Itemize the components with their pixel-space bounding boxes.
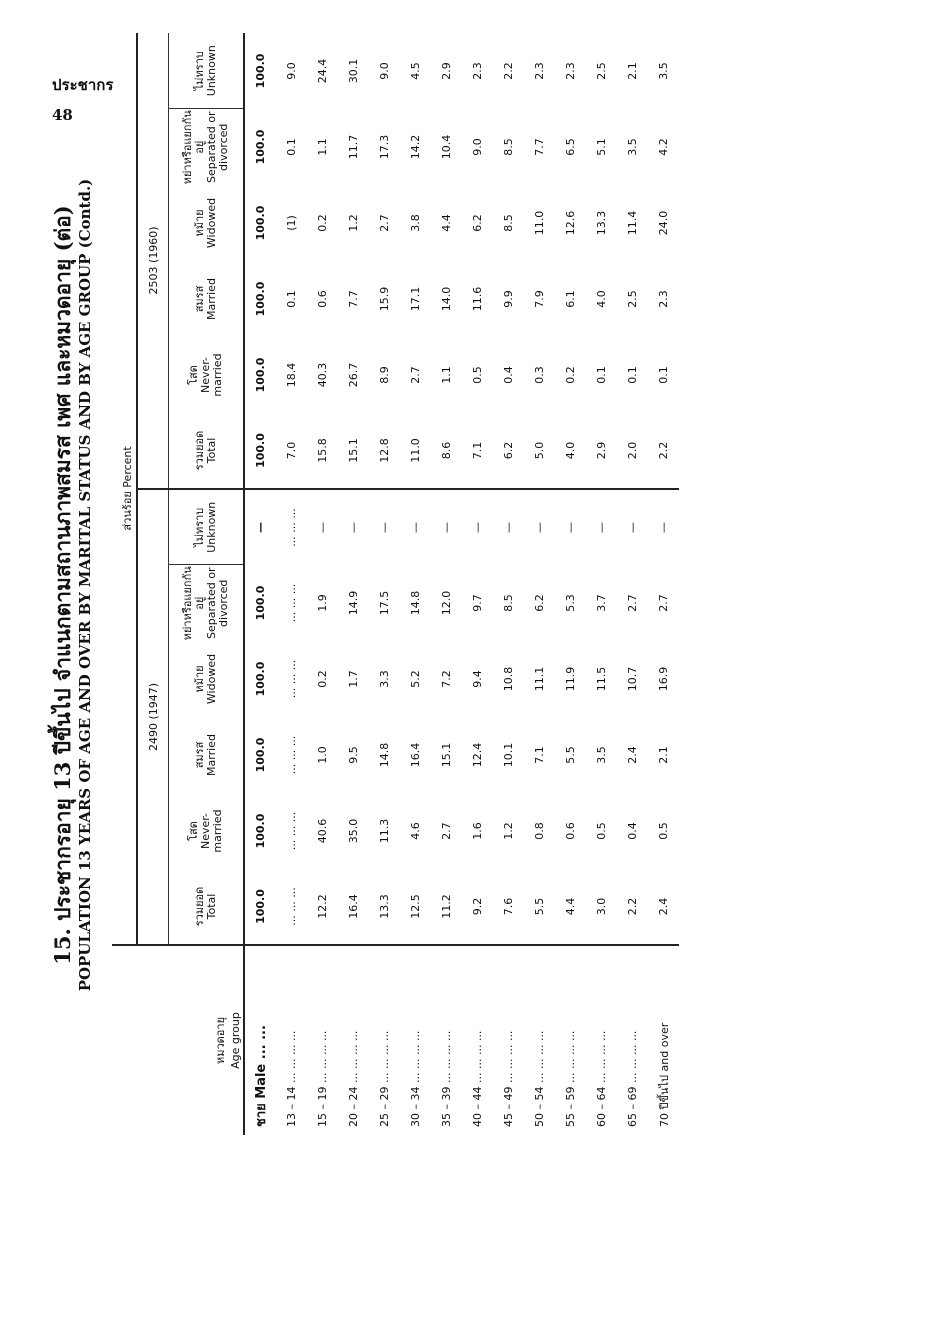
value-cell: 2.3 [533, 62, 546, 80]
value-cell: — [533, 522, 546, 533]
rotated-table-page [50, 35, 830, 1135]
column-header-english: Separated or divorced [205, 111, 230, 184]
value-cell: 2.2 [626, 897, 639, 916]
value-cell: 40.6 [316, 818, 329, 844]
value-cell: 1.2 [502, 822, 515, 840]
table-row [244, 33, 276, 1135]
table-row [431, 33, 462, 1135]
page-section: ประชากร [52, 76, 114, 94]
value-cell: 100.0 [254, 129, 267, 165]
value-cell: 14.9 [347, 590, 360, 616]
age-group-cell: 60 – 64 ... ... ... ... [586, 945, 617, 1135]
value-cell: 7.1 [533, 746, 546, 764]
table-row [648, 33, 679, 1135]
unit-label: ส่วนร้อย Percent [112, 33, 137, 945]
column-header-thai: รวมยอด [193, 886, 206, 927]
value-cell: 100.0 [254, 889, 267, 924]
value-cell: 4.4 [564, 897, 577, 916]
value-cell: — [409, 522, 422, 533]
table-row [555, 33, 586, 1135]
value-cell: 3.0 [595, 897, 608, 916]
value-cell: ... ... ... [285, 887, 298, 926]
age-group-cell: 65 – 69 ... ... ... ... [617, 945, 648, 1135]
value-cell: 9.0 [471, 138, 484, 156]
value-cell: 8.5 [502, 214, 515, 232]
value-cell: 2.5 [626, 290, 639, 308]
value-cell: 2.2 [502, 62, 515, 80]
value-cell: 12.6 [564, 210, 577, 236]
value-cell: 12.0 [440, 590, 453, 616]
value-cell: 7.7 [533, 138, 546, 156]
value-cell: 1.6 [471, 822, 484, 840]
value-cell: 2.7 [409, 366, 422, 384]
value-cell: 10.1 [502, 742, 515, 768]
age-group-cell: 70 ปีขึ้นไป and over [648, 945, 679, 1135]
value-cell: 6.2 [493, 413, 524, 489]
value-cell: 100.0 [254, 357, 267, 393]
value-cell: 7.9 [533, 290, 546, 308]
value-cell: 4.6 [409, 822, 422, 840]
value-cell: 4.0 [555, 413, 586, 489]
column-header-thai: โสด [187, 821, 200, 841]
age-group-cell: 25 – 29 ... ... ... ... [369, 945, 400, 1135]
value-cell: 2.3 [471, 62, 484, 80]
value-cell: 0.1 [285, 290, 298, 308]
value-cell: 4.5 [409, 62, 422, 80]
value-cell: 17.1 [409, 286, 422, 312]
value-cell: 15.1 [440, 742, 453, 768]
value-cell: 7.0 [276, 413, 307, 489]
age-group-header-thai: หมวดอายุ [214, 1016, 227, 1065]
value-cell: 11.0 [400, 413, 431, 489]
column-header [169, 641, 245, 717]
value-cell: 0.8 [533, 822, 546, 840]
value-cell: 0.1 [626, 366, 639, 384]
value-cell: 0.4 [626, 822, 639, 840]
age-group-cell: 13 – 14 ... ... ... ... [276, 945, 307, 1135]
value-cell: 9.0 [378, 62, 391, 80]
value-cell: 4.2 [657, 138, 670, 156]
value-cell: 6.2 [471, 214, 484, 232]
value-cell: 0.5 [595, 822, 608, 840]
value-cell: ... ... ... [285, 735, 298, 775]
value-cell: 100.0 [254, 661, 267, 697]
table-row [586, 33, 617, 1135]
value-cell: 2.7 [657, 594, 670, 612]
value-cell: 9.7 [471, 594, 484, 612]
value-cell: ... ... ... [285, 508, 298, 547]
value-cell: 6.1 [564, 290, 577, 308]
value-cell: 0.2 [316, 214, 329, 232]
value-cell: 14.8 [378, 742, 391, 768]
value-cell: 9.0 [285, 62, 298, 80]
value-cell: 7.6 [502, 897, 515, 916]
age-group-cell: 40 – 44 ... ... ... ... [462, 945, 493, 1135]
column-header-thai: โสด [187, 365, 200, 385]
value-cell: 10.8 [502, 666, 515, 692]
value-cell: 1.7 [347, 670, 360, 688]
column-header-english: Never-married [199, 809, 224, 853]
age-group-cell: 50 – 54 ... ... ... ... [524, 945, 555, 1135]
value-cell: 100.0 [254, 205, 267, 241]
value-cell: 14.0 [440, 286, 453, 312]
column-header-thai: หย่าหรือแยกกันอยู่ [181, 566, 206, 641]
column-header [169, 261, 245, 337]
value-cell: 100.0 [254, 813, 267, 849]
column-header-english: Separated or divorced [205, 567, 230, 640]
value-cell: 1.0 [316, 746, 329, 764]
value-cell: 17.3 [378, 134, 391, 160]
column-header-thai: หม้าย [193, 209, 206, 237]
column-header [169, 33, 245, 109]
column-header-english: Total [205, 437, 218, 464]
value-cell: ... ... ... [285, 659, 298, 699]
value-cell: 7.1 [462, 413, 493, 489]
value-cell: 12.5 [409, 894, 422, 919]
value-cell: 100.0 [244, 413, 276, 489]
value-cell: 11.1 [533, 666, 546, 692]
column-header-english: Unknown [205, 501, 218, 553]
column-header [169, 337, 245, 413]
value-cell: 1.9 [316, 594, 329, 612]
column-header-thai: หม้าย [193, 665, 206, 693]
value-cell: 2.7 [440, 822, 453, 840]
value-cell: 0.5 [657, 822, 670, 840]
column-header [169, 413, 245, 489]
value-cell: 15.9 [378, 286, 391, 312]
column-header [169, 793, 245, 869]
table-row [617, 33, 648, 1135]
value-cell: 16.4 [347, 894, 360, 919]
title-thai: 15. ประชากรอายุ 13 ปีขึ้นไป จำแนกตามสถานภาพสมรส เพศ และหมวดอายุ (ต่อ) [50, 205, 75, 965]
value-cell: 0.2 [564, 366, 577, 384]
value-cell: 3.3 [378, 670, 391, 688]
value-cell: 2.1 [657, 746, 670, 764]
value-cell: 0.2 [316, 670, 329, 688]
value-cell: 16.9 [657, 666, 670, 692]
value-cell: 0.3 [533, 366, 546, 384]
value-cell: 7.2 [440, 670, 453, 688]
value-cell: 11.5 [595, 666, 608, 692]
value-cell: 24.0 [657, 210, 670, 236]
value-cell: 26.7 [347, 362, 360, 388]
table-row [493, 33, 524, 1135]
column-header [169, 717, 245, 793]
column-header [169, 109, 245, 185]
page-number: 48 [52, 106, 73, 124]
value-cell: 11.2 [440, 894, 453, 919]
value-cell: 17.5 [378, 590, 391, 616]
value-cell: — [254, 522, 267, 533]
value-cell: 100.0 [254, 281, 267, 317]
value-cell: (1) [285, 215, 298, 231]
value-cell: — [471, 522, 484, 533]
value-cell: 2.5 [595, 62, 608, 80]
value-cell: 0.5 [471, 366, 484, 384]
value-cell: 24.4 [316, 58, 329, 84]
value-cell: 6.5 [564, 138, 577, 156]
value-cell: 40.3 [316, 362, 329, 388]
value-cell: — [502, 522, 515, 533]
value-cell: 2.2 [648, 413, 679, 489]
column-header-thai: สมรส [193, 741, 206, 769]
column-header [169, 185, 245, 261]
value-cell: 14.8 [409, 590, 422, 616]
value-cell: 18.4 [285, 362, 298, 388]
column-header-english: Widowed [205, 653, 218, 705]
value-cell: 0.4 [502, 366, 515, 384]
value-cell: 2.9 [586, 413, 617, 489]
age-group-header [112, 945, 244, 1135]
value-cell: 10.4 [440, 134, 453, 160]
value-cell: 2.0 [617, 413, 648, 489]
value-cell: 3.8 [409, 214, 422, 232]
age-group-cell: 20 – 24 ... ... ... ... [338, 945, 369, 1135]
value-cell: — [595, 522, 608, 533]
column-header-english: Married [205, 734, 218, 776]
value-cell: 3.7 [595, 594, 608, 612]
value-cell: 0.6 [564, 822, 577, 840]
value-cell: 11.7 [347, 134, 360, 160]
value-cell: — [657, 522, 670, 533]
value-cell: 8.6 [431, 413, 462, 489]
column-header-english: Never-married [199, 353, 224, 397]
value-cell: ... ... ... [285, 583, 298, 623]
value-cell: — [626, 522, 639, 533]
value-cell: ... ... ... [285, 811, 298, 851]
value-cell: 9.4 [471, 670, 484, 688]
column-header-thai: สมรส [193, 285, 206, 313]
value-cell: 9.9 [502, 290, 515, 308]
value-cell: 2.9 [440, 62, 453, 80]
value-cell: 12.4 [471, 742, 484, 768]
value-cell: 8.9 [378, 366, 391, 384]
age-group-cell: ชาย Male ... ... [244, 945, 276, 1135]
value-cell: 7.7 [347, 290, 360, 308]
table-row [524, 33, 555, 1135]
column-header-thai: หย่าหรือแยกกันอยู่ [181, 110, 206, 185]
value-cell: 4.0 [595, 290, 608, 308]
value-cell: 100.0 [254, 585, 267, 621]
value-cell: — [316, 522, 329, 533]
value-cell: 2.4 [626, 746, 639, 764]
column-header-thai: รวมยอด [193, 430, 206, 471]
value-cell: 12.8 [369, 413, 400, 489]
value-cell: 9.5 [347, 746, 360, 764]
column-header-english: Unknown [205, 45, 218, 97]
value-cell: — [440, 522, 453, 533]
value-cell: 4.4 [440, 214, 453, 232]
column-header-thai: ไม่ทราบ [193, 51, 206, 91]
table-row [462, 33, 493, 1135]
value-cell: 5.1 [595, 138, 608, 156]
value-cell: 13.3 [595, 210, 608, 236]
value-cell: 3.5 [595, 746, 608, 764]
value-cell: 6.2 [533, 594, 546, 612]
column-header [169, 565, 245, 641]
value-cell: 11.9 [564, 666, 577, 692]
column-header-english: Total [205, 893, 218, 920]
table-row [276, 33, 307, 1135]
value-cell: 13.3 [378, 894, 391, 919]
value-cell: 3.5 [657, 62, 670, 80]
value-cell: 8.5 [502, 138, 515, 156]
value-cell: 5.2 [409, 670, 422, 688]
table-row [400, 33, 431, 1135]
age-group-header-english: Age group [229, 1012, 242, 1069]
value-cell: 15.8 [307, 413, 338, 489]
value-cell: 0.1 [657, 366, 670, 384]
table-row [307, 33, 338, 1135]
table-row [338, 33, 369, 1135]
value-cell: 11.3 [378, 818, 391, 844]
value-cell: 30.1 [347, 58, 360, 84]
value-cell: — [378, 522, 391, 533]
age-group-cell: 55 – 59 ... ... ... ... [555, 945, 586, 1135]
column-header-english: Married [205, 278, 218, 320]
value-cell: 12.2 [316, 894, 329, 919]
column-header [169, 489, 245, 565]
value-cell: 0.6 [316, 290, 329, 308]
table-row [369, 33, 400, 1135]
value-cell: 2.1 [626, 62, 639, 80]
value-cell: 0.1 [595, 366, 608, 384]
value-cell: 1.1 [316, 138, 329, 156]
value-cell: 14.2 [409, 134, 422, 160]
table-title [50, 35, 94, 1135]
value-cell: 11.6 [471, 286, 484, 312]
value-cell: 2.7 [378, 214, 391, 232]
value-cell: 15.1 [338, 413, 369, 489]
value-cell: 11.4 [626, 210, 639, 236]
value-cell: 5.0 [524, 413, 555, 489]
age-group-cell: 45 – 49 ... ... ... ... [493, 945, 524, 1135]
value-cell: 16.4 [409, 742, 422, 768]
value-cell: 5.5 [533, 897, 546, 916]
value-cell: 2.7 [626, 594, 639, 612]
value-cell: 10.7 [626, 666, 639, 692]
value-cell: 100.0 [254, 53, 267, 89]
age-group-cell: 15 – 19 ... ... ... ... [307, 945, 338, 1135]
table-body [244, 33, 679, 1135]
title-english: POPULATION 13 YEARS OF AGE AND OVER BY MARITAL STATUS AND BY AGE GROUP (Contd.) [76, 178, 94, 992]
value-cell: 100.0 [254, 737, 267, 773]
column-header-english: Widowed [205, 197, 218, 249]
value-cell: 2.3 [564, 62, 577, 80]
age-group-cell: 35 – 39 ... ... ... ... [431, 945, 462, 1135]
value-cell: — [347, 522, 360, 533]
value-cell: 9.2 [471, 897, 484, 916]
marital-status-table [112, 33, 679, 1135]
value-cell: 5.5 [564, 746, 577, 764]
value-cell: — [564, 522, 577, 533]
column-header [169, 869, 245, 945]
value-cell: 35.0 [347, 818, 360, 844]
value-cell: 3.5 [626, 138, 639, 156]
year-header-1960: 2503 (1960) [137, 33, 169, 489]
column-header-thai: ไม่ทราบ [193, 507, 206, 547]
value-cell: 2.3 [657, 290, 670, 308]
value-cell: 1.2 [347, 214, 360, 232]
value-cell: 5.3 [564, 594, 577, 612]
value-cell: 0.1 [285, 138, 298, 156]
value-cell: 1.1 [440, 366, 453, 384]
year-header-1947: 2490 (1947) [137, 489, 169, 945]
value-cell: 2.4 [657, 897, 670, 916]
value-cell: 11.0 [533, 210, 546, 236]
age-group-cell: 30 – 34 ... ... ... ... [400, 945, 431, 1135]
value-cell: 8.5 [502, 594, 515, 612]
